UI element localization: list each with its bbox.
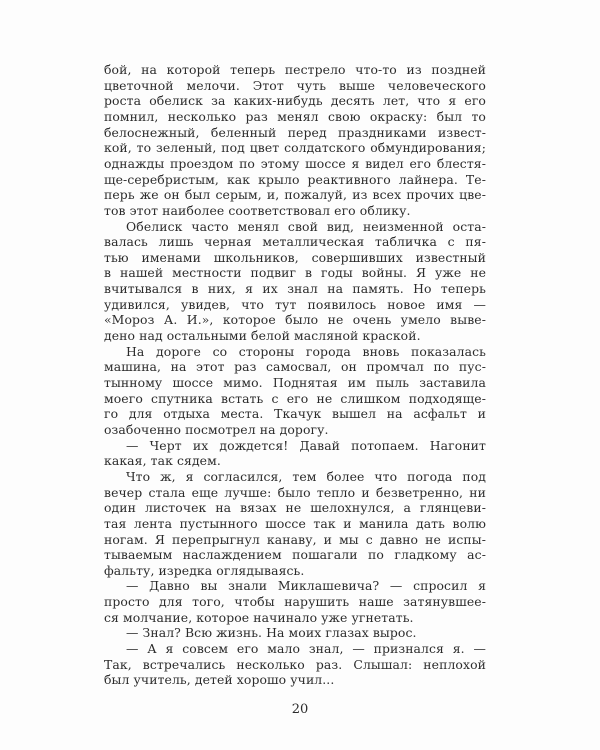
text-line: тынному шоссе мимо. Поднятая им пыль заставила bbox=[104, 375, 486, 390]
text-line: — Знал? Всю жизнь. На моих глазах вырос. bbox=[126, 625, 417, 641]
text-line: го для отдыха места. Ткачук вышел на асфальт и bbox=[104, 406, 486, 422]
text-line: озабоченно посмотрел на дорогу. bbox=[104, 421, 329, 437]
text-line: тываемым наслаждением пошагали по гладкому ас- bbox=[104, 547, 486, 563]
text-line: бой, на которой теперь пестрело что-то из поздней bbox=[104, 62, 486, 77]
text-line: тов этот наиболее соответствовал его облику. bbox=[104, 202, 411, 218]
page-number: 20 bbox=[291, 702, 309, 717]
text-line: фальту, изредка оглядываясь. bbox=[104, 562, 305, 578]
text-line: в нашей местности подвиг в годы войны. Я уже не bbox=[104, 265, 486, 281]
text-line: один листочек на вязах не шелохнулся, а глянцеви- bbox=[104, 500, 486, 516]
text-line: цветочной мелочи. Этот чуть выше человеческого bbox=[104, 77, 486, 93]
text-line: — Черт их дождется! Давай потопаем. Нагонит bbox=[126, 437, 486, 453]
text-line: тью именами школьников, совершивших известный bbox=[104, 249, 486, 265]
text-line: — А я совсем его мало знал, — признался я. — bbox=[126, 641, 486, 657]
text-line: — Давно вы знали Миклашевича? — спросил я bbox=[126, 578, 486, 594]
text-line: ногам. Я перепрыгнул канаву, и мы с давно не испы- bbox=[104, 531, 486, 547]
text-line: просто для того, чтобы нарушить наше затянувшее- bbox=[104, 594, 486, 610]
text-line: перь же он был серым, и, пожалуй, из всех прочих цве- bbox=[104, 187, 486, 203]
text-line: белоснежный, беленный перед праздниками извест- bbox=[104, 124, 486, 140]
text-line: На дороге со стороны города вновь показалась bbox=[126, 343, 486, 359]
text-line: удивился, увидев, что тут появилось новое имя — bbox=[104, 296, 486, 312]
text-line: вечер стала еще лучше: было тепло и безветренно, ни bbox=[104, 484, 486, 500]
text-line: валась лишь черная металлическая табличка с пя- bbox=[104, 234, 486, 250]
text-line: был учитель, детей хорошо учил... bbox=[104, 672, 335, 688]
text-line: ще-серебристым, как крыло реактивного лайнера. Те- bbox=[104, 171, 486, 187]
text-line: Что ж, я согласился, тем более что погода под bbox=[126, 468, 486, 484]
text-line: вчитывался в них, я их знал на память. Но теперь bbox=[104, 281, 486, 297]
text-line: тая лента пустынного шоссе так и манила дать волю bbox=[104, 515, 486, 531]
text-line: «Мороз А. И.», которое было не очень умело выве- bbox=[104, 312, 486, 328]
text-line: Так, встречались несколько раз. Слышал: неплохой bbox=[104, 656, 486, 672]
text-line: какая, так сядем. bbox=[104, 453, 221, 469]
text-line: моего спутника встать с его не слишком подходяще- bbox=[104, 390, 486, 406]
text-line: дено над остальными белой масляной краской. bbox=[104, 328, 421, 344]
text-line: Обелиск часто менял свой вид, неизменной оста- bbox=[126, 218, 486, 234]
text-line: кой, то зеленый, под цвет солдатского обмундирования; bbox=[104, 140, 486, 156]
text-line: роста обелиск за каких-нибудь десять лет, что я его bbox=[104, 93, 486, 109]
text-line: помнил, несколько раз менял свою окраску: был то bbox=[104, 108, 486, 124]
text-line: ся молчание, которое начинало уже угнетать. bbox=[104, 609, 414, 625]
text-line: машина, на этот раз самосвал, он промчал по пус- bbox=[104, 359, 486, 375]
text-line: однажды проездом по этому шоссе я видел его блестя- bbox=[104, 155, 486, 171]
